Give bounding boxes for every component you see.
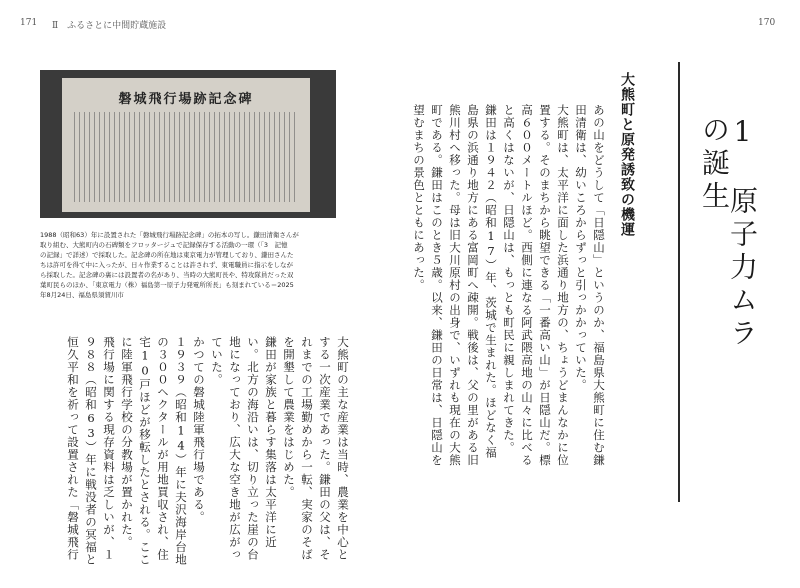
photo-caption — [40, 230, 346, 300]
body-paragraph: １９３９（昭和14）年に夫沢海岸台地の３００ヘクタールが用地買収され、住宅10戸ほどが移転したとされる。ここに陸軍飛行学校の分教場が置かれた。 — [120, 335, 188, 566]
inscription-text-texture — [74, 112, 298, 202]
inscription-title: 磐城飛行場跡記念碑 — [118, 92, 254, 107]
body-paragraph: 大熊町の主な産業は当時、農業を中心とする一次産業であった。鎌田の父は、それまでの工場勤めから一転、実家のそばを開墾して農業をはじめた。 — [282, 335, 350, 561]
body-text-upper — [412, 92, 608, 467]
section-subtitle: 大熊町と原発誘致の機運 — [619, 72, 635, 237]
caption-line: の記録」で詳述）で採取した。記念碑の所在地は東京電力が管理しており、鎌田さんた — [40, 251, 294, 260]
chapter-title: 1 原子力ムラの誕生 — [698, 115, 759, 351]
caption-line: 1988（昭和63）年に設置された「磐城飛行場跡記念碑」の拓本の写し。鎌田清衛さんが — [40, 231, 299, 239]
body-paragraph: あの山をどうして「日隠山」というのか、福島県大熊町に住む鎌田清衛は、幼いころからずっと引っかかっていた。 — [574, 103, 606, 466]
rubbing-scroll — [62, 78, 310, 212]
caption-line: 年8月24日、福島県須賀川市 — [40, 291, 124, 300]
caption-line: 取り組む、大熊町内の石碑類をフロッタージュで記録保存する活動の一環（「3 記憶 — [40, 241, 288, 250]
body-paragraph: かつての磐城陸軍飛行場である。 — [192, 335, 206, 523]
body-paragraph: 飛行場に関する現存資料は乏しいが、１９８８（昭和63）年に戦没者の冥福と恒久平和を祈って設置された「磐城飛行 — [66, 335, 116, 566]
right-page-number: 170 — [758, 18, 776, 28]
body-paragraph: 大熊町は、太平洋に面した浜通り地方の、ちょうどまんなかに位置する。そのまちから眺望できる「一番高い山」が日隠山だ。標高６００メートルほど。西側に連なる阿武隈高地の山々に比べると高くはないが、日隠山は、もっとも町民に親しまれてきた。 — [502, 103, 570, 466]
caption-line: ら採取した。記念碑の裏には設置者の名があり、当時の大熊町長や、特攻隊員だった双 — [40, 271, 294, 280]
chapter-divider-rule — [678, 62, 680, 502]
body-paragraph: 鎌田は１９４２（昭和17）年、茨城で生まれた。ほどなく福島県の浜通り地方にある富岡町へ疎開。戦後は、父の里がある旧熊川村へ移った。母は旧大川原村の出身で、いずれも現在の大熊町である。鎌田はこのとき５歳。以来、鎌田の日常は、日隠山を望むまちの景色とともにあった。 — [412, 103, 498, 466]
left-page-number: 171 — [20, 18, 38, 28]
caption-line: ちは許可を得て中に入ったが、日々作業することは許されず、東電職員に指示をしなが — [40, 261, 293, 270]
running-head: Ⅱ ふるさとに中間貯蔵施設 — [52, 21, 167, 31]
body-text-lower — [66, 324, 352, 569]
body-paragraph: 鎌田が家族と暮らす集落は太平洋に近い。北方の海沿いは、切り立った崖の台地になっており、広大な空き地が広がっていた。 — [210, 335, 278, 561]
caption-line: 葉町民らのほか、「東京電力（株）福島第一原子力発電所所長」も刻まれている＝2025 — [40, 281, 294, 290]
memorial-rubbing-photo — [40, 70, 336, 218]
